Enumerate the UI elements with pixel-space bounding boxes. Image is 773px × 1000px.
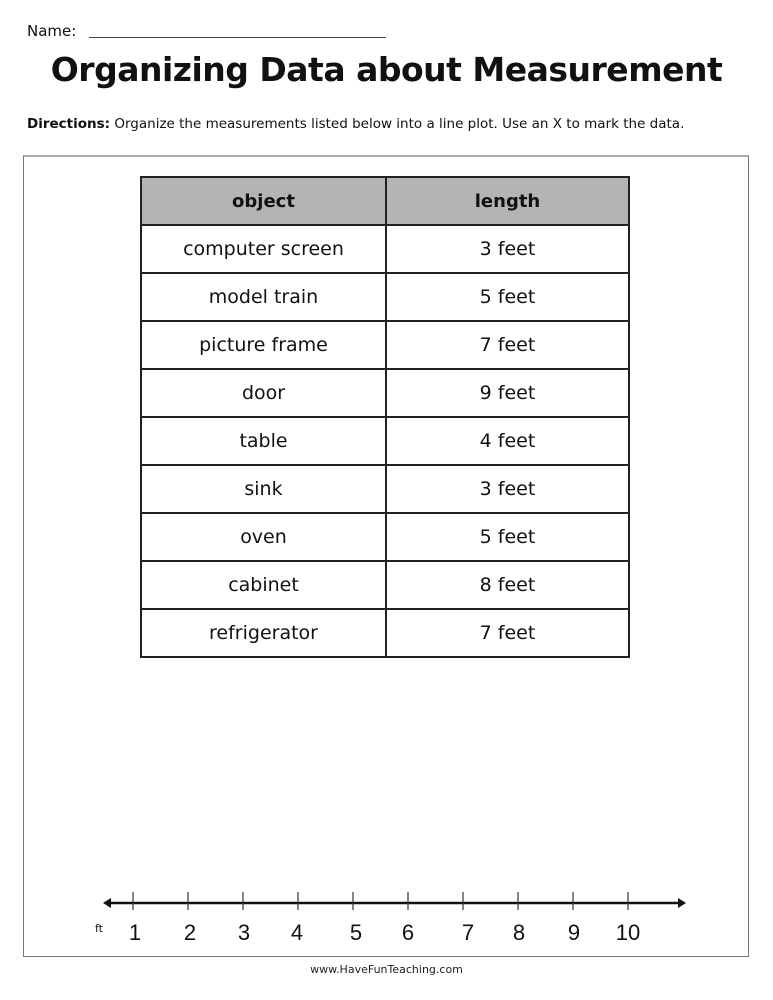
- length-cell: 5 feet: [386, 273, 629, 321]
- footer-website: www.HaveFunTeaching.com: [310, 963, 463, 976]
- object-cell: model train: [141, 273, 386, 321]
- length-cell: 3 feet: [386, 225, 629, 273]
- tick-label: 8: [512, 920, 526, 945]
- length-cell: 7 feet: [386, 321, 629, 369]
- tick-label: 3: [237, 920, 251, 945]
- unit-label: ft: [95, 922, 103, 935]
- length-cell: 9 feet: [386, 369, 629, 417]
- left-arrow-icon: [103, 898, 111, 908]
- tick-label: 4: [290, 920, 304, 945]
- tick-label: 9: [567, 920, 581, 945]
- length-cell: 8 feet: [386, 561, 629, 609]
- tick-label: 2: [183, 920, 197, 945]
- column-header-length: length: [386, 177, 629, 225]
- directions-text: Organize the measurements listed below into a line plot. Use an X to mark the data.: [110, 116, 685, 132]
- name-label: Name:: [27, 22, 77, 40]
- object-cell: cabinet: [141, 561, 386, 609]
- length-cell: 3 feet: [386, 465, 629, 513]
- tick-label: 7: [461, 920, 475, 945]
- object-cell: door: [141, 369, 386, 417]
- length-cell: 5 feet: [386, 513, 629, 561]
- object-cell: oven: [141, 513, 386, 561]
- right-arrow-icon: [678, 898, 686, 908]
- directions-label: Directions:: [27, 116, 111, 132]
- length-cell: 4 feet: [386, 417, 629, 465]
- tick-label: 5: [349, 920, 363, 945]
- column-header-object: object: [141, 177, 386, 225]
- length-cell: 7 feet: [386, 609, 629, 657]
- object-cell: computer screen: [141, 225, 386, 273]
- tick-marks: [133, 892, 628, 910]
- object-cell: refrigerator: [141, 609, 386, 657]
- object-cell: picture frame: [141, 321, 386, 369]
- object-cell: sink: [141, 465, 386, 513]
- object-cell: table: [141, 417, 386, 465]
- tick-label: 1: [128, 920, 142, 945]
- tick-label: 6: [401, 920, 415, 945]
- tick-label: 10: [615, 920, 641, 945]
- worksheet-title: Organizing Data about Measurement: [50, 50, 723, 89]
